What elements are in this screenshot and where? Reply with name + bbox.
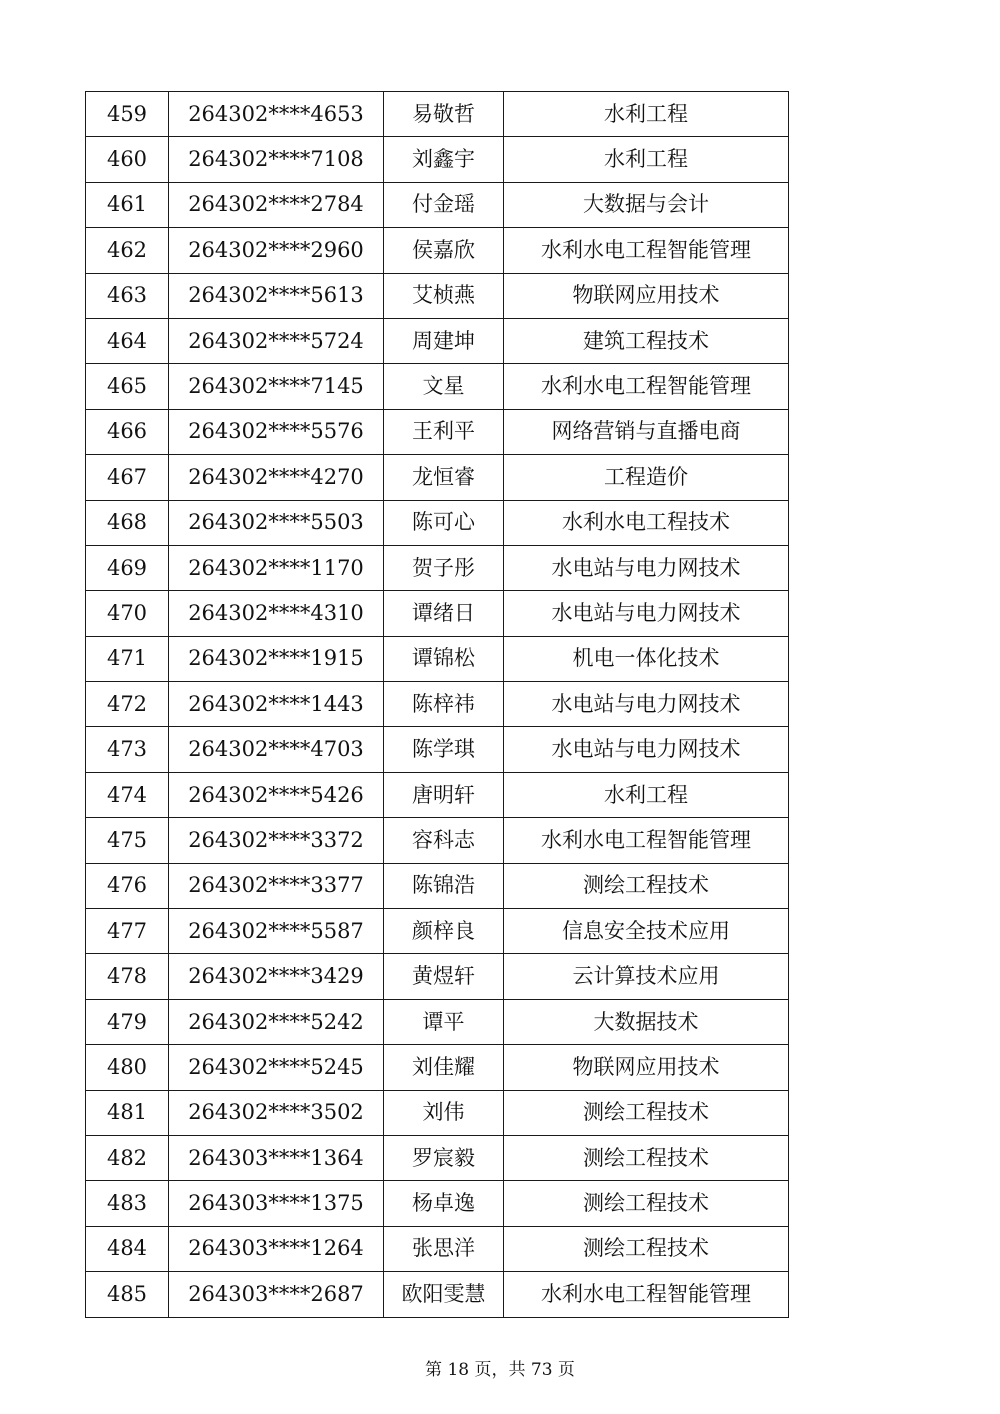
table-row	[86, 182, 789, 227]
id-number-cell: 264302****4270	[169, 455, 384, 500]
table-row	[86, 954, 789, 999]
id-number-cell: 264302****7108	[169, 137, 384, 182]
major-cell: 水利工程	[504, 92, 789, 137]
id-number-cell: 264302****5426	[169, 772, 384, 817]
major-cell: 大数据技术	[504, 999, 789, 1044]
student-name-cell: 黄煜轩	[384, 954, 504, 999]
table-row	[86, 1090, 789, 1135]
student-name-cell: 张思洋	[384, 1226, 504, 1271]
major-cell: 水利工程	[504, 137, 789, 182]
id-number-cell: 264302****3502	[169, 1090, 384, 1135]
id-number-cell: 264302****7145	[169, 364, 384, 409]
major-cell: 云计算技术应用	[504, 954, 789, 999]
id-number-cell: 264302****3377	[169, 863, 384, 908]
table-row	[86, 772, 789, 817]
major-cell: 建筑工程技术	[504, 318, 789, 363]
row-number-cell: 484	[86, 1226, 169, 1271]
student-name-cell: 容科志	[384, 818, 504, 863]
major-cell: 信息安全技术应用	[504, 909, 789, 954]
id-number-cell: 264302****1443	[169, 682, 384, 727]
table-row	[86, 1226, 789, 1271]
major-cell: 测绘工程技术	[504, 1181, 789, 1226]
table-row	[86, 318, 789, 363]
table-row	[86, 682, 789, 727]
student-name-cell: 谭锦松	[384, 636, 504, 681]
roster-table	[85, 91, 789, 1318]
major-cell: 物联网应用技术	[504, 1045, 789, 1090]
row-number-cell: 461	[86, 182, 169, 227]
major-cell: 水利工程	[504, 772, 789, 817]
major-cell: 网络营销与直播电商	[504, 409, 789, 454]
id-number-cell: 264302****5242	[169, 999, 384, 1044]
table-row	[86, 909, 789, 954]
major-cell: 水电站与电力网技术	[504, 727, 789, 772]
major-cell: 机电一体化技术	[504, 636, 789, 681]
table-row	[86, 364, 789, 409]
id-number-cell: 264302****5724	[169, 318, 384, 363]
row-number-cell: 485	[86, 1272, 169, 1317]
student-name-cell: 罗宸毅	[384, 1135, 504, 1180]
major-cell: 测绘工程技术	[504, 1135, 789, 1180]
table-row	[86, 455, 789, 500]
table-row	[86, 228, 789, 273]
id-number-cell: 264302****5587	[169, 909, 384, 954]
student-name-cell: 龙恒睿	[384, 455, 504, 500]
id-number-cell: 264302****5503	[169, 500, 384, 545]
major-cell: 水利水电工程技术	[504, 500, 789, 545]
row-number-cell: 476	[86, 863, 169, 908]
row-number-cell: 467	[86, 455, 169, 500]
row-number-cell: 465	[86, 364, 169, 409]
major-cell: 测绘工程技术	[504, 863, 789, 908]
major-cell: 测绘工程技术	[504, 1090, 789, 1135]
row-number-cell: 466	[86, 409, 169, 454]
row-number-cell: 479	[86, 999, 169, 1044]
id-number-cell: 264302****5245	[169, 1045, 384, 1090]
major-cell: 水电站与电力网技术	[504, 545, 789, 590]
student-name-cell: 贺子彤	[384, 545, 504, 590]
page-footer: 第 18 页，共 73 页	[425, 1360, 575, 1380]
table-row	[86, 92, 789, 137]
table-row	[86, 1272, 789, 1317]
student-name-cell: 颜梓良	[384, 909, 504, 954]
table-row	[86, 727, 789, 772]
id-number-cell: 264302****2960	[169, 228, 384, 273]
row-number-cell: 462	[86, 228, 169, 273]
table-row	[86, 863, 789, 908]
student-name-cell: 易敬哲	[384, 92, 504, 137]
table-row	[86, 1135, 789, 1180]
major-cell: 水利水电工程智能管理	[504, 1272, 789, 1317]
table-row	[86, 636, 789, 681]
row-number-cell: 463	[86, 273, 169, 318]
student-name-cell: 侯嘉欣	[384, 228, 504, 273]
student-name-cell: 陈梓祎	[384, 682, 504, 727]
major-cell: 大数据与会计	[504, 182, 789, 227]
major-cell: 测绘工程技术	[504, 1226, 789, 1271]
row-number-cell: 482	[86, 1135, 169, 1180]
table-row	[86, 137, 789, 182]
table-row	[86, 1045, 789, 1090]
row-number-cell: 478	[86, 954, 169, 999]
row-number-cell: 475	[86, 818, 169, 863]
table-row	[86, 545, 789, 590]
student-name-cell: 文星	[384, 364, 504, 409]
table-row	[86, 999, 789, 1044]
id-number-cell: 264302****4703	[169, 727, 384, 772]
table-row	[86, 409, 789, 454]
row-number-cell: 459	[86, 92, 169, 137]
id-number-cell: 264303****1375	[169, 1181, 384, 1226]
student-name-cell: 周建坤	[384, 318, 504, 363]
roster-table-body	[86, 92, 789, 1318]
student-name-cell: 王利平	[384, 409, 504, 454]
student-name-cell: 杨卓逸	[384, 1181, 504, 1226]
row-number-cell: 464	[86, 318, 169, 363]
student-name-cell: 刘伟	[384, 1090, 504, 1135]
table-row	[86, 1181, 789, 1226]
id-number-cell: 264302****3372	[169, 818, 384, 863]
id-number-cell: 264303****1364	[169, 1135, 384, 1180]
row-number-cell: 483	[86, 1181, 169, 1226]
major-cell: 水电站与电力网技术	[504, 682, 789, 727]
table-row	[86, 591, 789, 636]
id-number-cell: 264302****4653	[169, 92, 384, 137]
student-name-cell: 刘鑫宇	[384, 137, 504, 182]
student-name-cell: 陈可心	[384, 500, 504, 545]
major-cell: 水利水电工程智能管理	[504, 228, 789, 273]
row-number-cell: 469	[86, 545, 169, 590]
row-number-cell: 472	[86, 682, 169, 727]
id-number-cell: 264302****3429	[169, 954, 384, 999]
table-row	[86, 273, 789, 318]
table-row	[86, 500, 789, 545]
id-number-cell: 264302****1170	[169, 545, 384, 590]
row-number-cell: 474	[86, 772, 169, 817]
row-number-cell: 470	[86, 591, 169, 636]
student-name-cell: 谭平	[384, 999, 504, 1044]
row-number-cell: 468	[86, 500, 169, 545]
id-number-cell: 264302****1915	[169, 636, 384, 681]
id-number-cell: 264302****2784	[169, 182, 384, 227]
student-name-cell: 欧阳雯慧	[384, 1272, 504, 1317]
row-number-cell: 473	[86, 727, 169, 772]
student-name-cell: 刘佳耀	[384, 1045, 504, 1090]
row-number-cell: 460	[86, 137, 169, 182]
table-row	[86, 818, 789, 863]
id-number-cell: 264302****4310	[169, 591, 384, 636]
major-cell: 水电站与电力网技术	[504, 591, 789, 636]
row-number-cell: 477	[86, 909, 169, 954]
student-name-cell: 付金瑶	[384, 182, 504, 227]
id-number-cell: 264303****1264	[169, 1226, 384, 1271]
row-number-cell: 480	[86, 1045, 169, 1090]
student-name-cell: 艾桢燕	[384, 273, 504, 318]
student-name-cell: 唐明轩	[384, 772, 504, 817]
id-number-cell: 264303****2687	[169, 1272, 384, 1317]
major-cell: 工程造价	[504, 455, 789, 500]
major-cell: 物联网应用技术	[504, 273, 789, 318]
major-cell: 水利水电工程智能管理	[504, 818, 789, 863]
student-name-cell: 陈锦浩	[384, 863, 504, 908]
id-number-cell: 264302****5613	[169, 273, 384, 318]
row-number-cell: 471	[86, 636, 169, 681]
major-cell: 水利水电工程智能管理	[504, 364, 789, 409]
id-number-cell: 264302****5576	[169, 409, 384, 454]
student-name-cell: 陈学琪	[384, 727, 504, 772]
student-name-cell: 谭绪日	[384, 591, 504, 636]
row-number-cell: 481	[86, 1090, 169, 1135]
